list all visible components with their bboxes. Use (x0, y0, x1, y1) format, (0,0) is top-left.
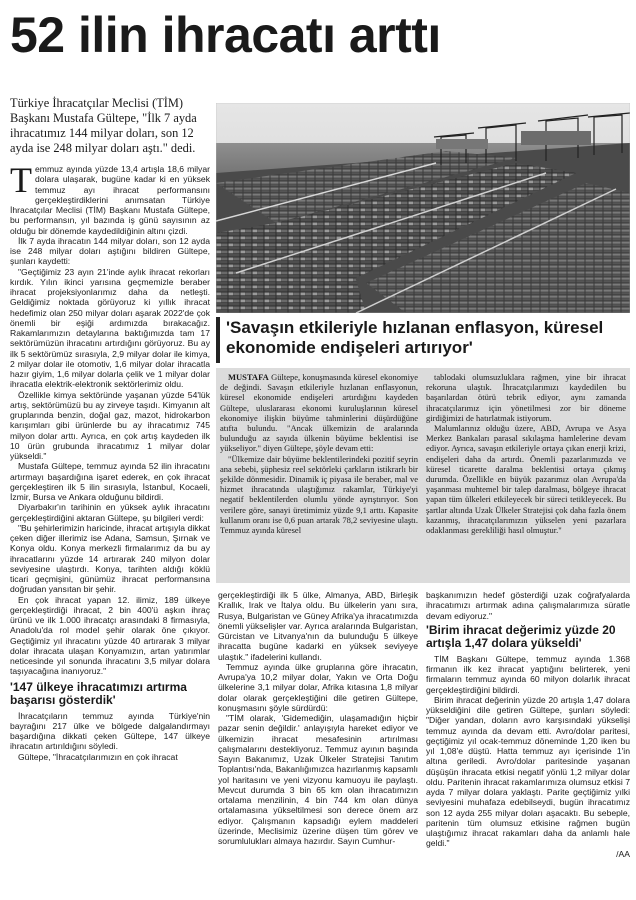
pullquote-heading: 'Savaşın etkileriyle hızlanan enflasyon, küresel ekonomide endişeleri artırıyor' (226, 318, 604, 357)
headline: 52 ilin ihracatı arttı (10, 7, 441, 63)
pullquote-rule (216, 317, 220, 363)
drop-cap: T (10, 164, 32, 200)
paragraph: En çok ihracat yapan 12. ilimiz, 189 ülkeye gerçekleştirdiği ihracat, 2 bin 400'ü aşkın ihraç ürünü ve ilk 1.000 ihracatçı arasındaki 8 firmasıyla, Anadolu'da rol model şehir olarak öne çıkıyor. Geçtiğimiz yıl ihracatını yüzde 40 artırarak 3 milyar dolar ihracata ulaşan Konyamızın, artan yatırımlar neticesinde yıl sonunda ihracatını 3,5 milyar dolara taşıyacağına inanıyoruz." (10, 594, 210, 677)
paragraph: Mustafa Gültepe, temmuz ayında 52 ilin ihracatını artırmayı başardığına işaret ederek, en çok ihracat gerçekleştiren ilk 5 ilin sırasıyla, İstanbul, Kocaeli, İzmir, Bursa ve Ankara olduğunu bildirdi. (10, 461, 210, 502)
paragraph: İlk 7 ayda ihracatın 144 milyar doları, son 12 ayda ise 248 milyar doları aştığını bildiren Gültepe, şunları kaydetti: (10, 235, 210, 267)
lead-paragraph: Türkiye İhracatçılar Meclisi (TİM) Başkanı Mustafa Gültepe, "İlk 7 ayda ihracatımız 144 milyar doları, son 12 ayda ise 248 milyar doları aştı." dedi. (10, 96, 197, 155)
article-column-1 (10, 164, 210, 894)
paragraph: gerçekleştirdiği ilk 5 ülke, Almanya, ABD, Birleşik Krallık, Irak ve İtalya oldu. Bu ülkelerin yanı sıra, Rusya, Bulgaristan ve Güney Afrika'ya ihracatımızda önemli yükselişler var. Ayrıca aralarında Bulgaristan, Gürcistan ve Litvanya'nın da bulunduğu 5 ülkeye ihracatta bugüne kadarki en yüksek seviyeye ulaştık." ifadelerini kullandı. (218, 590, 418, 662)
paragraph: TİM Başkanı Gültepe, temmuz ayında 1.368 firmanın ilk kez ihracat yaptığını belirterek, yeni firmaların temmuz ayında 60 milyon dolarlık ihracat gerçekleştirdiğini bildirdi. (426, 653, 630, 695)
paragraph: "TİM olarak, 'Gidemediğin, ulaşamadığın hiçbir pazar senin değildir.' anlayışıyla hareket ediyor ve ülkemizin ihracat mesafesinin artırılması çalışmalarını destekliyoruz. Temmuz ayının başında Sayın Bakanımız, Uzak Ülkeler Stratejisi Tanıtım Toplantısı'nda, Bakanlığımızca hazırlanmış kapsamlı yol haritasını ve yeni vizyonu kamuoyu ile paylaştı. Mevcut durumda 3 bin 65 km olan ihracatımızın ortalama menzilinin, 4 bin 744 km olan dünya ortalamasına yükseltilmesi son derece önem arz ediyor. Çalışmanın kapsadığı eylem maddeleri üzerinde, Meclisimiz üzerine düşen tüm görev ve sorumlulukları almaya hazırdır. Sayın Cumhur- (218, 713, 418, 846)
paragraph: Temmuz ayında yüzde 13,4 artışla 18,6 milyar dolara ulaşarak, bugüne kadar ki en yüksek temmuz ayı ihracat performansını gerçekleştirdiklerini anımsatan Türkiye İhracatçılar Meclisi (TİM) Başkanı Mustafa Gültepe, bu performansın, yıl bazında iş günü sayısının az olduğu bir dönemde kaydedildiğinin altını çizdi. (10, 164, 210, 236)
paragraph: "Ülkemize dair büyüme beklentilerindeki pozitif seyrin ana sebebi, şüphesiz reel sektörleki çarkların istikrarlı bir şekilde dönmesidir. Dinamik iç piyasa ile beraber, mal ve hizmet ihracatında ulaştığımız rakamlar, Türkiye'yi negatif beklentilerden olumlu yönde ayrıştırıyor. Son verilere göre, sanayi üretimimiz yüzde 9,1 arttı. Kapasite kullanım oranı ise 0,6 puan artarak 78,2 seviyesine ulaştı. Temmuz ayında küresel (220, 453, 418, 536)
paragraph: Temmuz ayında ülke gruplarına göre ihracatın, Avrupa'ya 10,2 milyar dolar, Yakın ve Orta Doğu ülkelerine 3,1 milyar dolar, Afrika kıtasına 1,8 milyar dolar olarak gerçekleştiğini dile getiren Gültepe, konuşmasını şöyle sürdürdü: (218, 661, 418, 713)
paragraph: Birim ihracat değerinin yüzde 20 artışla 1,47 dolara yükseldiğini dile getiren Gültepe, şunları söyledi: "Diğer yandan, doların avro karşısındaki yükselişi temmuz ayında da devam etti. Avro/dolar paritesi, geçtiğimiz yıl ocak-temmuz döneminde 1,20 iken bu yıl 1,08'e düştü. Hatta temmuz ayı içerisinde 1'in altına geriledi. Avro/dolar paritesinde yaşanan düşüşün ihracata etkisi negatif yönlü 1,2 milyar dolar oldu. Paritenin ihracat rakamlarımıza olumsuz etkisi 7 ayda 7 milyar dolara yaklaştı. Parite geçtiğimiz yılki seviyesini muhafaza edebilseydi, bugün ihracatımız son 12 ayda 255 milyar doları aşacaktı. Bu sebeple, paritenin tüm olumsuz etkisine rağmen bugün ulaştığımız ihracat rakamları daha da anlamlı hale geldi." (426, 694, 630, 849)
paragraph: MUSTAFA Gültepe, konuşmasında küresel ekonomiye de değindi. Savaşın etkileriyle hızlanan enflasyonun, küresel ekonomide endişeleri artırdığını kaydeden Gültepe, uluslararası ekonomi kuruluşlarının küresel ekonomiye ilişkin büyüme tahminlerini düşürdüğüne atıfta bulundu. "Ancak ülkemizin de aralarında bulunduğu az sayıda ülkenin büyüme beklentisi ise yükseliyor." diyen Gültepe, şöyle devam etti: (220, 372, 418, 454)
subheading: '147 ülkeye ihracatımızı artırma başarısı gösterdik' (10, 679, 187, 707)
paragraph: Gültepe, "İhracatçılarımızın en çok ihracat (18, 751, 178, 762)
article-column-2 (218, 590, 418, 895)
subheading: 'Birim ihracat değerimiz yüzde 20 artışla 1,47 dolara yükseldi' (426, 622, 616, 651)
port-photo (216, 103, 630, 313)
paragraph: Diyarbakır'ın tarihinin en yüksek aylık ihracatını gerçekleştirdiğini aktaran Gültepe, şu bilgileri verdi: (10, 502, 210, 523)
paragraph: başkanımızın hedef gösterdiği uzak coğrafyalarda ihracatımızı artırmak adına çalışmalarımıza süratle devam ediyoruz." (426, 590, 630, 621)
article-column-3 (426, 590, 630, 895)
paragraph: "Bu şehirlerimizin haricinde, ihracat artışıyla dikkat çeken diğer illerimiz ise Adana, Samsun, Şırnak ve Konya oldu. Konya merkezli firmalarımız da bu ay ihracatlarını yüzde 14 artırarak 240 milyon dolar seviyesine ulaştırdı. Konya, tarihten aldığı köklü ticari geçmişini, günümüz ihracat performansına doğrudan yansıtan bir şehir. (10, 522, 210, 595)
sidebar-column-1 (220, 372, 418, 580)
paragraph: İhracatçıların temmuz ayında Türkiye'nin bayrağını 217 ülke ve bölgede dalgalandırmayı başardığına dikkati çeken Gültepe, 147 ülkeye ihracatın artırıldığını söyledi. (10, 710, 210, 752)
paragraph: Özellikle kimya sektöründe yaşanan yüzde 54'lük artış, sektörümüzü bu ay zirveye taşıdı. Kimyanın alt gruplarında benzin, doğal gaz, mazot, hidrokarbon karışımları gibi ürünlerde bu ay ihracatımız 745 milyon dolar arttı. Ayrıca, en çok artış kaydeden ilk 10 ürün grubunda ihracatımız 1 milyar dolar yükseldi." (10, 389, 210, 461)
paragraph: Malumlarınız olduğu üzere, ABD, Avrupa ve Asya Merkez Bankaları parasal sıkılaşma hamlelerine devam ediyor. Ayrıca, savaşın etkileriyle ortaya çıkan enerji krizi, endişeleri daha da artırdı. Önemli pazarlarımızda ve küresel ticarette daralma beklentisi ortaya çıkmış durumda. Özellikle en büyük pazarımız olan Avrupa'da yaşanması muhtemel bir talep daralması, bölgeye ihracat yapan tüm ülkeleri etkileyecek bir süreci tetikleyecek. Bu şartlar altında Uzak Ülkeler Stratejisi çok daha fazla önem kazanmış, ihracatçılarımızın yükselen yeni pazarlara odaklanması gerekliliği hasıl olmuştur." (426, 423, 626, 536)
sidebar-column-2 (426, 372, 626, 580)
paragraph: "Geçtiğimiz 23 ayın 21'inde aylık ihracat rekorları kırdık. Yılın ikinci yarısına geçmemizle beraber ihracat projeksiyonlarımız daha da netleşti. Geldiğimiz noktada görüyoruz ki yıllık ihracat hedefimiz olan 250 milyar doları aşarak 2022'de çok önemli bir eşiği ardımızda bırakacağız. Rakamlarımızın detaylarına baktığımızda tam 17 sektörümüzün ihracatını artırdığını görüyoruz. Bu ay ilk 5 sektörümüz sırasıyla, 2,9 milyar dolar ile kimya, 2 milyar dolar ile otomotiv, 1,6 milyar dolar ihracatla hazır giyim, 1,6 milyar dolarla çelik ve 1 milyar dolar ihracatla elektrik-elektronik sektörlerimiz oldu. (10, 266, 210, 390)
agency-signature: /AA (616, 848, 630, 859)
paragraph: tablodaki olumsuzluklara rağmen, yine bir ihracat rekoruna ulaştık. İhracatçılarımızı kaydedilen bu başarılardan ötürü tebrik ediyor, aynı zamanda ihracatçılarımız için yönetilmesi zor bir döneme girdiğimizi de hatırlatmak istiyorum. (426, 372, 626, 423)
container-port-image (216, 103, 630, 313)
